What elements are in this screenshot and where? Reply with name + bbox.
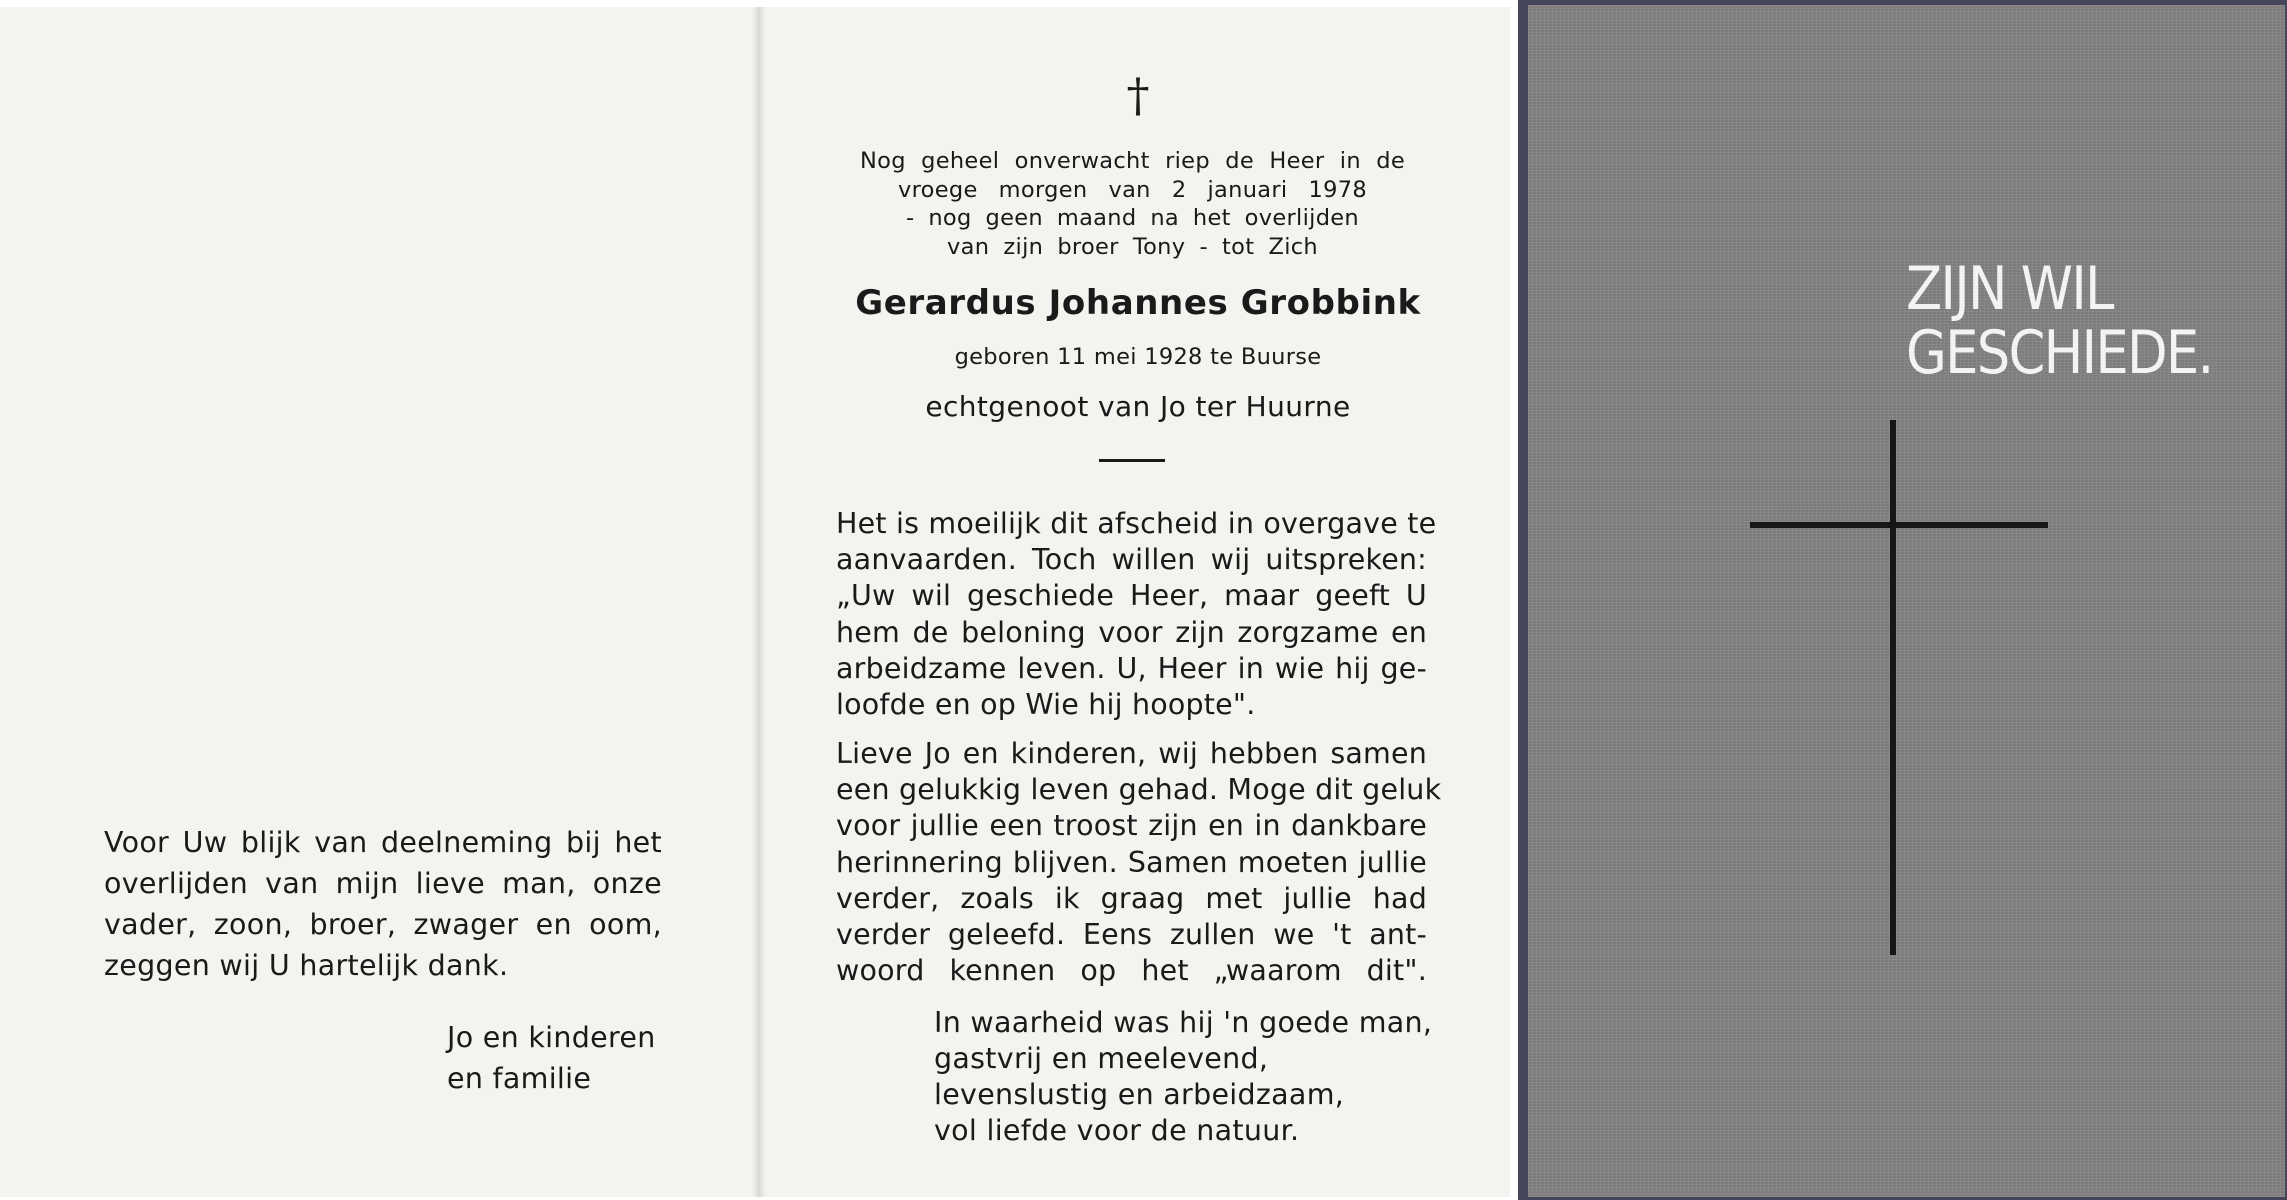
memorial-card-inside: [0, 7, 1510, 1197]
verse-line: gastvrij en meelevend,: [934, 1042, 1269, 1075]
paragraph-line: „Uw wil geschiede Heer, maar geeft U: [836, 579, 1427, 613]
paragraph-line: verder, zoals ik graag met jullie had: [836, 881, 1427, 915]
intro-line: Nog geheel onverwacht riep de Heer in de: [860, 148, 1405, 174]
deceased-name: Gerardus Johannes Grobbink: [855, 283, 1421, 323]
thanks-line: zeggen wij U hartelijk dank.: [104, 949, 509, 982]
intro-text: [860, 147, 1405, 261]
paragraph-family: [836, 736, 1442, 989]
verse-line: In waarheid was hij 'n goede man,: [934, 1006, 1433, 1039]
paragraph-line: voor jullie een troost zijn en in dankbare: [836, 809, 1427, 843]
divider: [1099, 459, 1165, 462]
thanks-line: vader, zoon, broer, zwager en oom,: [104, 908, 662, 941]
cover-title-line: GESCHIEDE.: [1906, 318, 2213, 388]
birth-info: geboren 11 mei 1928 te Buurse: [954, 344, 1322, 370]
cover-cross-icon: [1890, 420, 1896, 955]
verse-line: vol liefde voor de natuur.: [934, 1114, 1300, 1147]
signature-line: en familie: [447, 1062, 592, 1095]
cover-cross-icon: [1750, 522, 2048, 528]
cross-icon: †: [1126, 68, 1150, 122]
intro-line: - nog geen maand na het overlijden: [906, 205, 1359, 231]
spouse-info: echtgenoot van Jo ter Huurne: [925, 390, 1351, 423]
verse-line: levenslustig en arbeidzaam,: [934, 1078, 1345, 1111]
verse: [934, 1005, 1432, 1149]
signature-line: Jo en kinderen: [447, 1021, 656, 1054]
paragraph-line: Het is moeilijk dit afscheid in overgave te: [836, 507, 1437, 540]
thanks-line: overlijden van mijn lieve man, onze: [104, 867, 662, 900]
paragraph-line: woord kennen op het „waarom dit".: [836, 954, 1427, 988]
thanks-text: [104, 822, 662, 986]
paragraph-farewell: [836, 506, 1437, 723]
paragraph-line: herinnering blijven. Samen moeten jullie: [836, 845, 1427, 879]
center-panel: [766, 7, 1510, 1197]
cover-title: [1906, 254, 2223, 388]
paragraph-line: een gelukkig leven gehad. Moge dit geluk: [836, 773, 1442, 807]
paragraph-line: verder geleefd. Eens zullen we 't ant-: [836, 918, 1427, 952]
paragraph-line: arbeidzame leven. U, Heer in wie hij ge-: [836, 651, 1427, 685]
intro-line: van zijn broer Tony - tot Zich: [947, 233, 1318, 260]
paragraph-line: hem de beloning voor zijn zorgzame en: [836, 615, 1427, 649]
cover-title-line: ZIJN WIL: [1906, 254, 2113, 324]
thanks-line: Voor Uw blijk van deelneming bij het: [104, 826, 662, 859]
memorial-card-cover: [1528, 5, 2285, 1197]
intro-line: vroege morgen van 2 januari 1978: [898, 176, 1367, 203]
signature: [447, 1017, 656, 1099]
paragraph-line: aanvaarden. Toch willen wij uitspreken:: [836, 543, 1427, 577]
paragraph-line: Lieve Jo en kinderen, wij hebben samen: [836, 737, 1427, 770]
paragraph-line: loofde en op Wie hij hoopte".: [836, 688, 1256, 722]
card-fold: [752, 7, 766, 1197]
left-panel: [0, 7, 752, 1197]
